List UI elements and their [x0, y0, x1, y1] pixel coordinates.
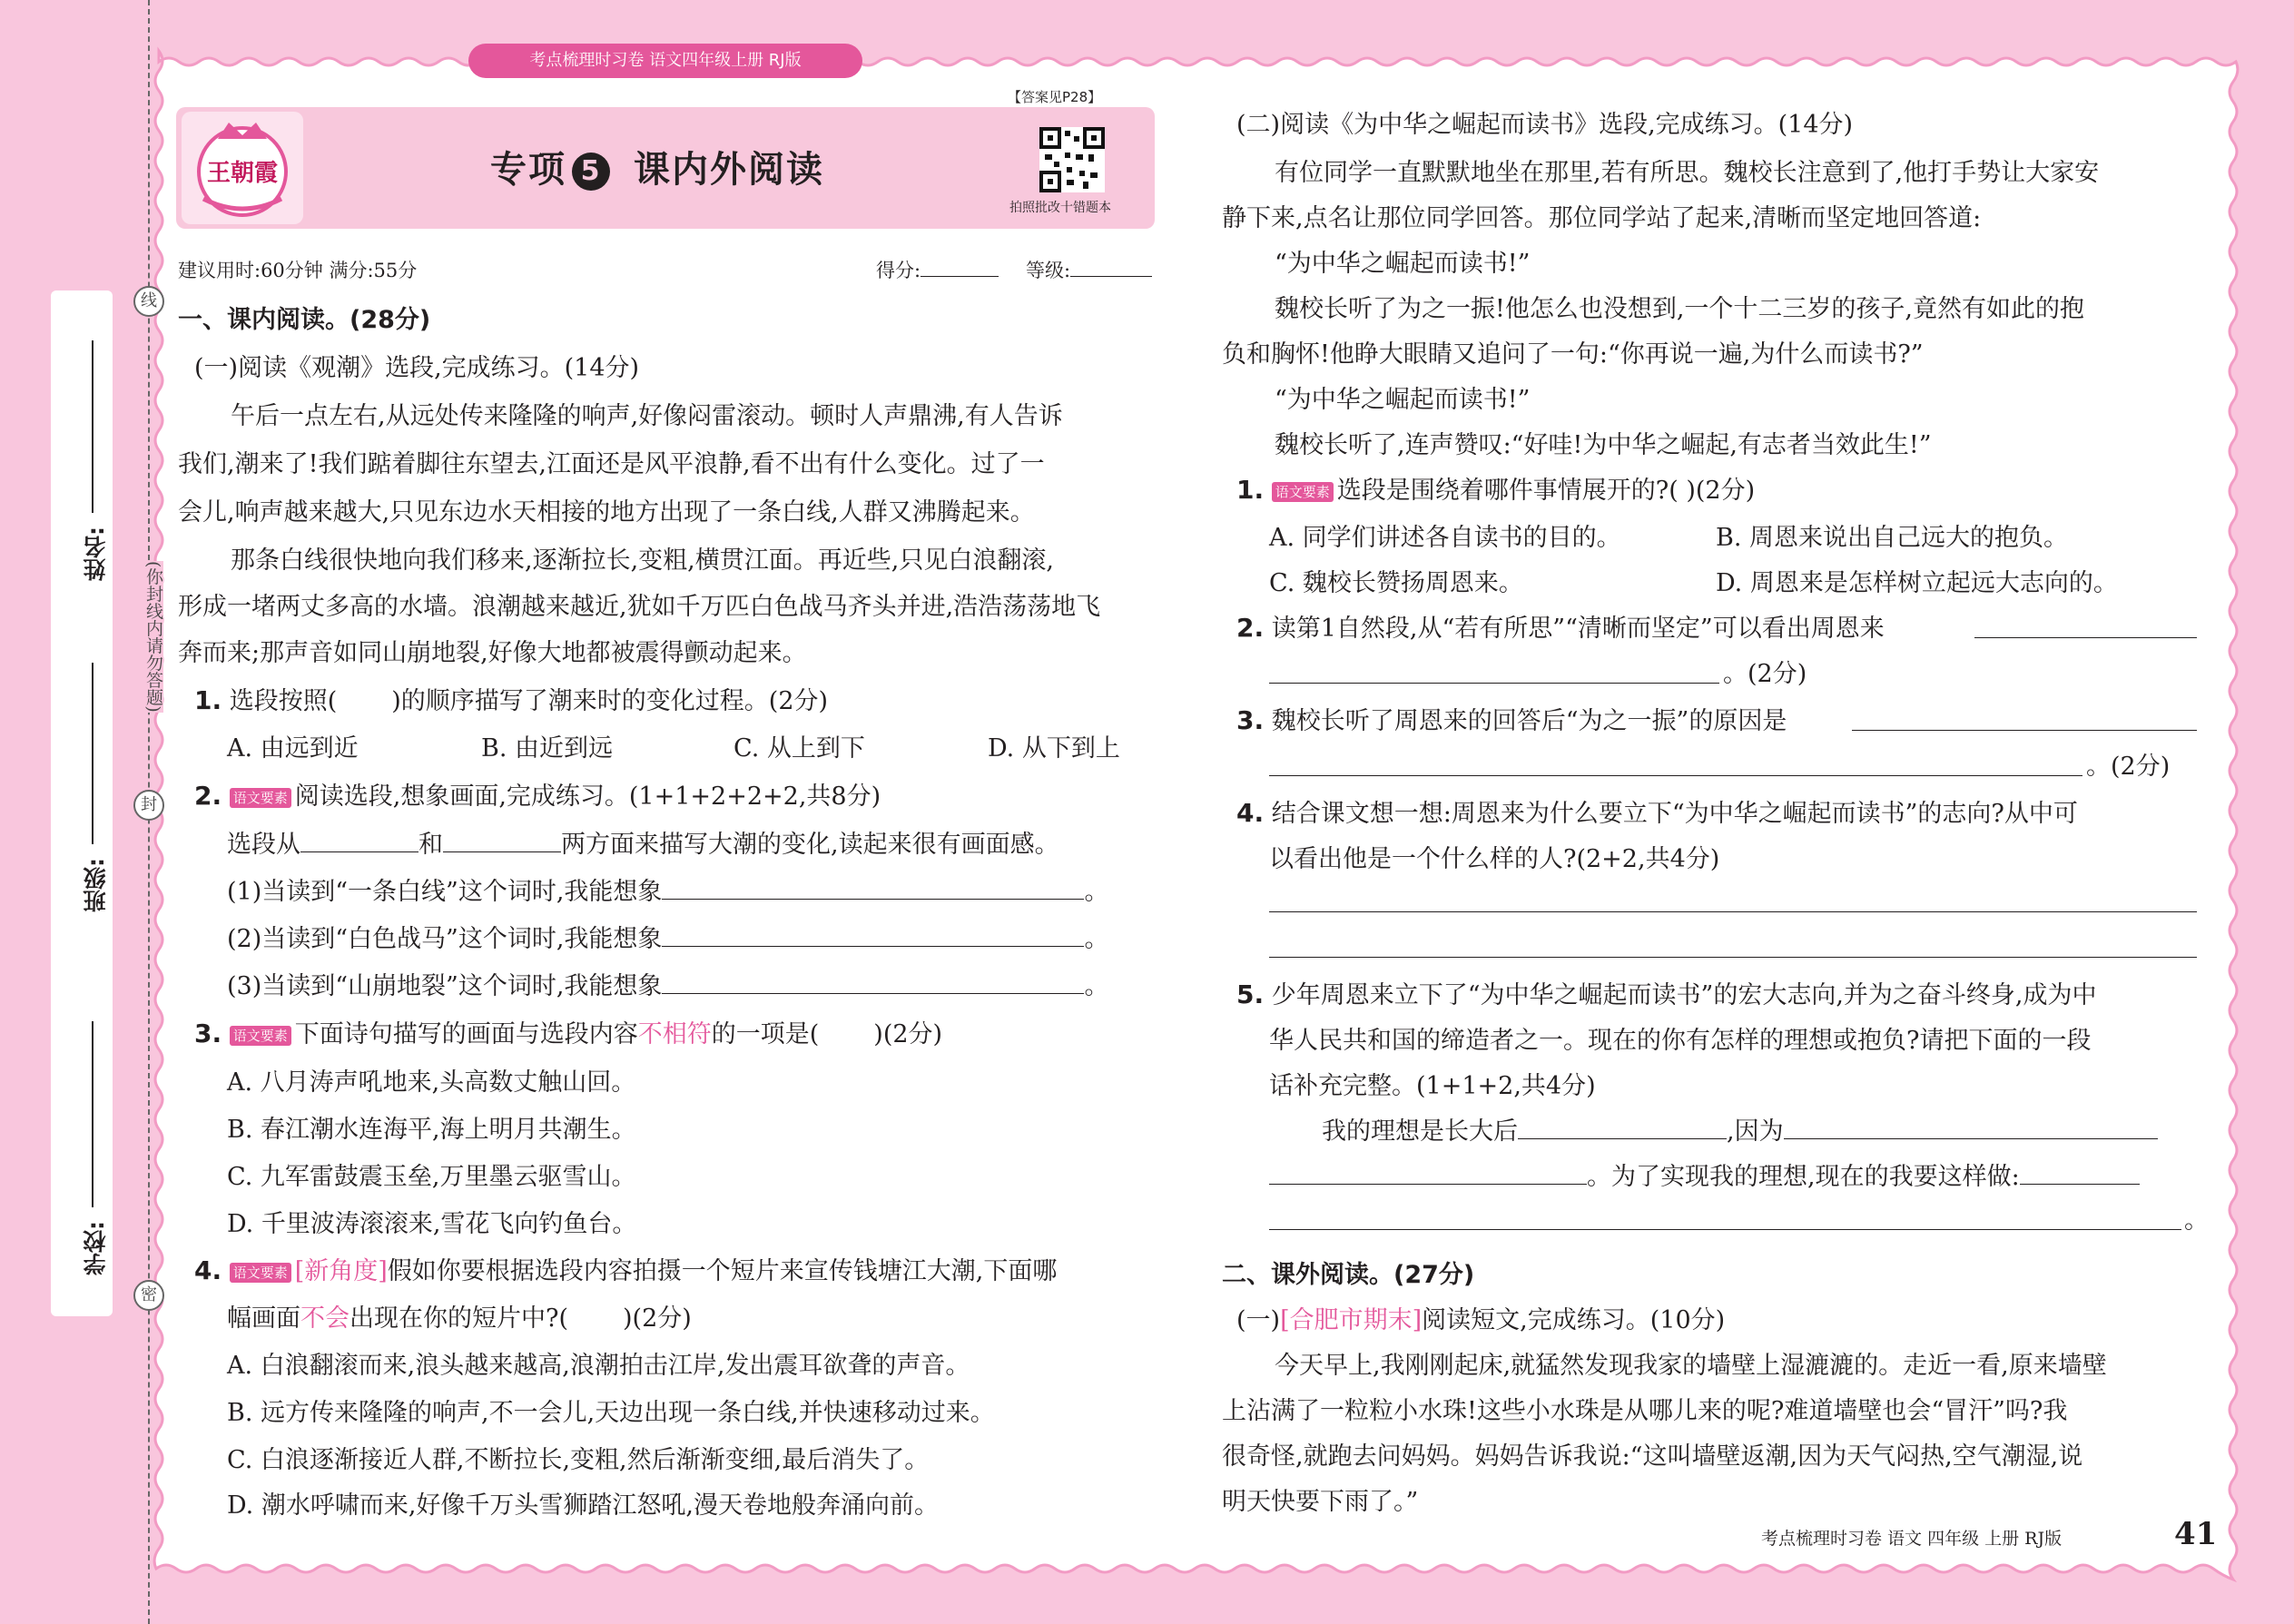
blank-field[interactable] [443, 851, 561, 852]
source-tag: [合肥市期末] [1280, 1306, 1423, 1334]
name-field[interactable] [92, 340, 94, 513]
qr-caption: 拍照批改十错题本 [1009, 201, 1111, 215]
binding-note: (你封线内请勿答题) [133, 561, 163, 713]
question-r5-fill: 。为了实现我的理想,现在的我要这样做: [1269, 1156, 2140, 1192]
option-a[interactable]: A. 由远到近 [227, 734, 359, 763]
option-d[interactable]: D. 千里波涛滚滚来,雪花飞向钓鱼台。 [227, 1210, 637, 1238]
answer-line[interactable] [1269, 1229, 2181, 1230]
option-c[interactable]: C. 魏校长赞扬周恩来。 [1269, 569, 1523, 597]
question-r5-end: 。 [2184, 1206, 2209, 1235]
option-d[interactable]: D. 潮水呼啸而来,好像千万头雪狮踏江怒吼,漫天卷地般奔涌向前。 [227, 1491, 940, 1520]
blank-field[interactable] [662, 993, 1084, 994]
option-b[interactable]: B. 春江潮水连海平,海上明月共潮生。 [227, 1116, 636, 1144]
passage-2-line: 负和胸怀!他睁大眼睛又追问了一句:“你再说一遍,为什么而读书?” [1222, 340, 1924, 369]
question-r2: 2. 读第1自然段,从“若有所思”“清晰而坚定”可以看出周恩来 [1236, 613, 1885, 643]
question-r4-cont: 以看出他是一个什么样的人?(2+2,共4分) [1269, 845, 1720, 873]
subsection-1-heading: (一)阅读《观潮》选段,完成练习。(14分) [194, 354, 640, 382]
passage-3-line: 上沾满了一粒粒小水珠!这些小水珠是从哪儿来的呢?难道墙壁也会“冒汗”吗?我 [1222, 1397, 2068, 1425]
option-c[interactable]: C. 白浪逐渐接近人群,不断拉长,变粗,然后渐渐变细,最后消失了。 [227, 1446, 930, 1474]
option-d[interactable]: D. 周恩来是怎样树立起远大志向的。 [1716, 569, 2118, 597]
answer-line[interactable] [1269, 911, 2197, 912]
title-main: 课内外阅读 [634, 149, 824, 191]
binding-char-mid: 封 [133, 790, 164, 821]
grade-field[interactable] [1026, 256, 1152, 283]
answer-line[interactable] [1269, 957, 2197, 958]
element-tag: 语文要素 [1272, 482, 1334, 502]
score-field[interactable] [876, 256, 999, 283]
school-label: 学校: [83, 1221, 109, 1275]
passage-2-line: 魏校长听了为之一振!他怎么也没想到,一个十二三岁的孩子,竟然有如此的抱 [1275, 295, 2085, 323]
new-angle-tag: [新角度] [294, 1257, 388, 1285]
time-score: 建议用时:60分钟 满分:55分 [178, 260, 418, 281]
blank-field[interactable] [2020, 1184, 2140, 1185]
option-b[interactable]: B. 由近到远 [481, 734, 614, 763]
passage-2-line: 有位同学一直默默地坐在那里,若有所思。魏校长注意到了,他打手势让大家安 [1275, 159, 2100, 187]
passage-1-line: 形成一堵两丈多高的水墙。浪潮越来越近,犹如千万匹白色战马齐头并进,浩浩荡荡地飞 [178, 593, 1101, 621]
blank-field[interactable] [1269, 1184, 1587, 1185]
title-prefix: 专项 [490, 149, 566, 191]
passage-1-line: 那条白线很快地向我们移来,逐渐拉长,变粗,横贯江面。再近些,只见白浪翻滚, [231, 546, 1054, 575]
option-d[interactable]: D. 从下到上 [988, 734, 1120, 763]
passage-2-line: 魏校长听了,连声赞叹:“好哇!为中华之崛起,有志者当效此生!” [1275, 431, 1932, 459]
question-3: 3. 语文要素 下面诗句描写的画面与选段内容不相符的一项是( )(2分) [194, 1019, 943, 1048]
name-label: 姓名: [83, 527, 109, 581]
page-number: 41 [2174, 1516, 2218, 1552]
logo-text: 王朝霞 [206, 160, 279, 187]
option-a[interactable]: A. 八月涛声吼地来,头高数丈触山回。 [227, 1068, 636, 1097]
question-2-sub: (1)当读到“一条白线”这个词时,我能想象 。 [227, 878, 1109, 906]
passage-2-line: 静下来,点名让那位同学回答。那位同学站了起来,清晰而坚定地回答道: [1222, 204, 1982, 232]
subsection-2-heading: (二)阅读《为中华之崛起而读书》选段,完成练习。(14分) [1236, 111, 1854, 139]
question-4-cont: 幅画面不会出现在你的短片中?( )(2分) [227, 1304, 692, 1333]
question-r4: 4. 结合课文想一想:周恩来为什么要立下“为中华之崛起而读书”的志向?从中可 [1236, 798, 2078, 828]
question-r2-end: 。(2分) [1723, 660, 1807, 688]
question-r3: 3. 魏校长听了周恩来的回答后“为之一振”的原因是 [1236, 705, 1787, 735]
question-2-sub: (3)当读到“山崩地裂”这个词时,我能想象 。 [227, 972, 1109, 1000]
footer-text: 考点梳理时习卷 语文 四年级 上册 RJ版 [1761, 1529, 2063, 1549]
title-number: 5 [572, 153, 610, 191]
passage-3-line: 明天快要下雨了。” [1222, 1488, 1419, 1516]
blank-field[interactable] [662, 899, 1084, 900]
question-number: 1. [194, 685, 222, 715]
passage-1-line: 我们,潮来了!我们踮着脚往东望去,江面还是风平浪静,看不出有什么变化。过了一 [178, 450, 1045, 478]
passage-1-line: 会儿,响声越来越大,只见东边水天相接的地方出现了一条白线,人群又沸腾起来。 [178, 498, 1035, 527]
binding-char-top: 线 [133, 286, 164, 317]
option-a[interactable]: A. 同学们讲述各自读书的目的。 [1269, 524, 1621, 552]
answer-line[interactable] [1974, 637, 2197, 638]
passage-2-line: “为中华之崛起而读书!” [1275, 386, 1531, 414]
question-r1: 1. 语文要素 选段是围绕着哪件事情展开的?( )(2分) [1236, 475, 1756, 505]
option-a[interactable]: A. 白浪翻滚而来,浪头越来越高,浪潮拍击江岸,发出震耳欲聋的声音。 [227, 1352, 970, 1380]
element-tag: 语文要素 [230, 1026, 291, 1046]
passage-3-line: 很奇怪,就跑去问妈妈。妈妈告诉我说:“这叫墙壁返潮,因为天气闷热,空气潮湿,说 [1222, 1442, 2083, 1471]
score-label: 得分: [876, 260, 921, 281]
question-r3-end: 。(2分) [2086, 753, 2171, 781]
question-2: 2. 语文要素 阅读选段,想象画面,完成练习。(1+1+2+2+2,共8分) [194, 781, 881, 811]
answer-line[interactable] [1269, 683, 1719, 684]
school-field[interactable] [92, 1021, 94, 1207]
answer-line[interactable] [1269, 775, 2082, 776]
passage-1-line: 午后一点左右,从远处传来隆隆的响声,好像闷雷滚动。顿时人声鼎沸,有人告诉 [231, 402, 1063, 430]
question-4: 4. 语文要素 [新角度]假如你要根据选段内容拍摄一个短片来宣传钱塘江大潮,下面哪 [194, 1255, 1058, 1285]
section-1-heading: 一、课内阅读。(28分) [178, 306, 431, 334]
grade-label: 等级: [1026, 260, 1071, 281]
student-info-panel [51, 290, 113, 1316]
option-c[interactable]: C. 从上到下 [733, 734, 865, 763]
question-r5-fill: 我的理想是长大后 ,因为 [1322, 1111, 2158, 1147]
blank-field[interactable] [1784, 1138, 2158, 1139]
question-1: 1. 选段按照( )的顺序描写了潮来时的变化过程。(2分) [194, 685, 829, 715]
series-tab: 考点梳理时习卷 语文四年级上册 RJ版 [468, 44, 862, 78]
binding-char-bot: 密 [133, 1280, 164, 1311]
answer-line[interactable] [1852, 730, 2197, 731]
question-2-fill: 选段从 和 两方面来描写大潮的变化,读起来很有画面感。 [227, 831, 1059, 859]
option-b[interactable]: B. 周恩来说出自己远大的抱负。 [1716, 524, 2069, 552]
answer-reference: 【答案见P28】 [1008, 89, 1102, 105]
option-c[interactable]: C. 九军雷鼓震玉垒,万里墨云驱雪山。 [227, 1163, 636, 1191]
publisher-logo [182, 112, 303, 224]
element-tag: 语文要素 [230, 788, 291, 808]
section-2-heading: 二、课外阅读。(27分) [1222, 1261, 1475, 1289]
class-label: 班级: [83, 858, 109, 912]
passage-2-line: “为中华之崛起而读书!” [1275, 250, 1531, 278]
question-r5-cont: 话补充完整。(1+1+2,共4分) [1269, 1072, 1596, 1100]
page-title [490, 141, 824, 192]
passage-1-line: 奔而来;那声音如同山崩地裂,好像大地都被震得颤动起来。 [178, 639, 807, 667]
question-r5: 5. 少年周恩来立下了“为中华之崛起而读书”的宏大志向,并为之奋斗终身,成为中 [1236, 979, 2097, 1009]
question-r5-cont: 华人民共和国的缔造者之一。现在的你有怎样的理想或抱负?请把下面的一段 [1269, 1027, 2092, 1055]
question-2-sub: (2)当读到“白色战马”这个词时,我能想象 。 [227, 925, 1109, 953]
class-field[interactable] [92, 663, 94, 844]
element-tag: 语文要素 [230, 1263, 291, 1283]
subsection-3-heading: (一)[合肥市期末]阅读短文,完成练习。(10分) [1236, 1306, 1726, 1334]
blank-field[interactable] [662, 946, 1084, 947]
passage-3-line: 今天早上,我刚刚起床,就猛然发现我家的墙壁上湿漉漉的。走近一看,原来墙壁 [1275, 1352, 2107, 1380]
option-b[interactable]: B. 远方传来隆隆的响声,不一会儿,天边出现一条白线,并快速移动过来。 [227, 1399, 995, 1427]
blank-field[interactable] [1518, 1138, 1727, 1139]
qr-code[interactable] [1039, 127, 1105, 192]
blank-field[interactable] [300, 851, 418, 852]
